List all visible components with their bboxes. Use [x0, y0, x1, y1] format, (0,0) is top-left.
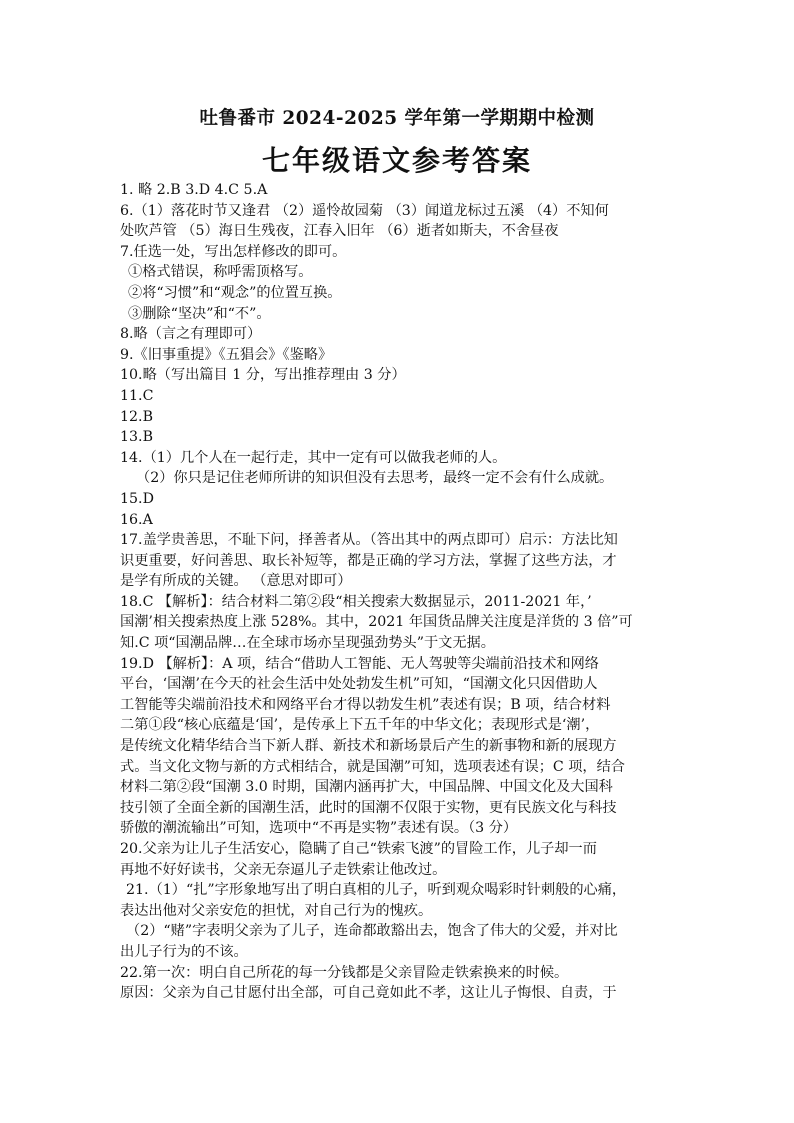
answer-line: 平台，‘国潮’在今天的社会生活中处处勃发生机”可知，“国潮文化只因借助人	[120, 676, 598, 693]
answer-line: 20.父亲为让儿子生活安心，隐瞒了自己“铁索飞渡”的冒险工作，儿子却一而	[120, 841, 597, 857]
answer-line: 识更重要，好问善思、取长补短等，都是正确的学习方法，掌握了这些方法，才	[120, 552, 617, 569]
answer-line: 出儿子行为的不该。	[120, 943, 248, 960]
answer-line: 16.A	[120, 511, 153, 528]
answer-line: 18.C 【解析】：结合材料二第②段“相关搜索大数据显示，2011-2021 年，’	[120, 593, 592, 610]
answer-line: 表达出他对父亲安危的担忧，对自己行为的愧疚。	[120, 902, 433, 919]
answer-line: ③删除“坚决”和“不”。	[128, 305, 271, 322]
answer-line: 9.《旧事重提》《五猖会》《鉴略》	[120, 346, 333, 363]
answer-line: 11.C	[120, 387, 154, 404]
answer-line: 处吹芦管 （5）海日生残夜，江春入旧年 （6）逝者如斯夫，不舍昼夜	[120, 223, 559, 240]
answer-line: 骄傲的潮流输出”可知，选项中“不再是实物”表述有误。（3 分）	[120, 820, 518, 837]
answer-line: （2）“赌”字表明父亲为了儿子，连命都敢豁出去，饱含了伟大的父爱，并对比	[126, 923, 618, 940]
answer-line: 1. 略 2.B 3.D 4.C 5.A	[120, 182, 268, 198]
answer-line: 是传统文化精华结合当下新人群、新技术和新场景后产生的新事物和新的展现方	[120, 738, 617, 755]
answer-line: 15.D	[120, 490, 154, 507]
answer-line: 6.（1）落花时节又逢君 （2）遥怜故园菊 （3）闻道龙标过五溪 （4）不知何	[120, 202, 609, 219]
answer-line: 17.盖学贵善思，不耻下问，择善者从。（答出其中的两点即可）启示：方法比知	[120, 532, 618, 549]
answer-line: 知.C 项“国潮品牌…在全球市场亦呈现强劲势头”于文无据。	[120, 635, 495, 652]
answer-line: 22.第一次：明白自己所花的每一分钱都是父亲冒险走铁索换来的时候。	[120, 964, 569, 981]
answer-line: 12.B	[120, 408, 153, 425]
answer-line: 再地不好好读书，父亲无奈逼儿子走铁索让他改过。	[120, 861, 447, 878]
answer-line: 8.略（言之有理即可）	[120, 326, 262, 343]
answer-line: 10.略（写出篇目 1 分，写出推荐理由 3 分）	[120, 367, 406, 384]
answer-line: 工智能等尖端前沿技术和网络平台才得以勃发生机”表述有误；B 项，结合材料	[120, 696, 611, 713]
answer-line: 7.任选一处，写出怎样修改的即可。	[120, 243, 347, 260]
answer-line: 技引领了全面全新的国潮生活，此时的国潮不仅限于实物，更有民族文化与科技	[120, 799, 617, 816]
answer-line: 21.（1）“扎”字形象地写出了明白真相的儿子，听到观众喝彩时针刺般的心痛，	[126, 882, 627, 899]
exam-title: 吐鲁番市 2024-2025 学年第一学期期中检测	[199, 108, 595, 129]
answer-line: ②将“习惯”和“观念”的位置互换。	[128, 284, 342, 301]
answer-line: 13.B	[120, 429, 153, 446]
answer-body	[120, 180, 695, 1004]
answer-line: 国潮’相关搜索热度上涨 528%。其中，2021 年国货品牌关注度是洋货的 3 倍”可	[120, 614, 633, 631]
answer-line: 材料二第②段“国潮 3.0 时期，国潮内涵再扩大，中国品牌、中国文化及大国科	[120, 779, 613, 796]
answer-line: 19.D 【解析】：A 项，结合“借助人工智能、无人驾驶等尖端前沿技术和网络	[120, 655, 599, 672]
answer-line: （2）你只是记住老师所讲的知识但没有去思考，最终一定不会有什么成就。	[136, 470, 614, 487]
answer-line: ①格式错误，称呼需顶格写。	[128, 264, 313, 281]
answer-line: 式。当文化文物与新的方式相结合，就是国潮”可知，选项表述有误；C 项，结合	[120, 758, 625, 775]
answer-key-title: 七年级语文参考答案	[261, 144, 532, 177]
answer-line: 原因：父亲为自己甘愿付出全部，可自己竟如此不孝，这让儿子悔恨、自责，于	[120, 985, 617, 1002]
answer-line: 14.（1）几个人在一起行走，其中一定有可以做我老师的人。	[120, 449, 507, 466]
answer-line: 二第①段“核心底蕴是‘国’，是传承上下五千年的中华文化；表现形式是‘潮’，	[120, 717, 600, 734]
answer-line: 是学有所成的关键。 （意思对即可）	[120, 573, 352, 590]
